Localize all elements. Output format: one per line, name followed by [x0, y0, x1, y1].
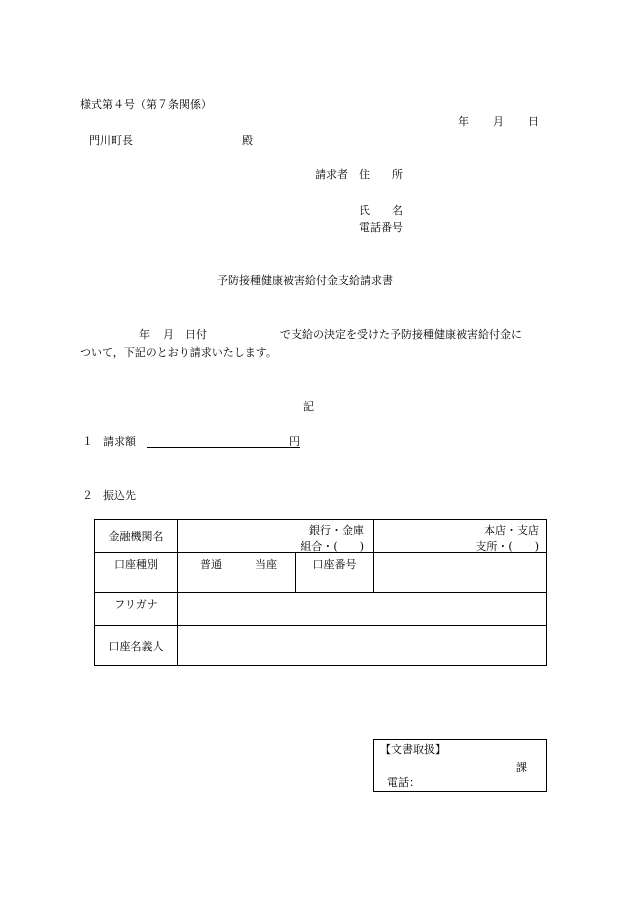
phone-label: 電話番号 [359, 221, 403, 234]
institution-row [95, 520, 547, 553]
account-number-field[interactable] [374, 553, 547, 593]
holder-field[interactable] [178, 626, 547, 666]
item2-label: 振込先 [103, 489, 136, 502]
account-type-options[interactable]: 普通 当座 [178, 553, 296, 593]
item2-number: ２ [82, 489, 93, 502]
holder-label: 口座名義人 [95, 626, 178, 666]
document-handler-box [373, 739, 547, 792]
handler-phone: 電話： [387, 776, 420, 789]
furigana-label: フリガナ [95, 593, 178, 626]
institution-field[interactable] [178, 520, 374, 553]
bank-type-line2: 組合・( ) [300, 540, 364, 553]
bank-type-line1: 銀行・金庫 [309, 524, 364, 537]
branch-line1: 本店・支店 [484, 524, 539, 537]
form-number: 様式第４号（第７条関係） [80, 98, 212, 111]
date-month-label: 月 [493, 115, 504, 128]
body-month: 月 [163, 328, 174, 341]
handler-section: 課 [516, 761, 527, 774]
account-type-label: 口座種別 [95, 553, 178, 593]
amount-field[interactable] [147, 447, 300, 448]
account-number-label: 口座番号 [296, 553, 374, 593]
holder-row [95, 626, 547, 666]
document-title: 予防接種健康被害給付金支給請求書 [217, 274, 393, 287]
furigana-row [95, 593, 547, 626]
body-year: 年 [139, 328, 150, 341]
institution-label: 金融機関名 [95, 520, 178, 553]
furigana-field[interactable] [178, 593, 547, 626]
date-day-label: 日 [528, 115, 539, 128]
body-day-ref: 日付 [185, 328, 207, 341]
branch-field[interactable] [374, 520, 547, 553]
bank-transfer-table [94, 519, 547, 666]
branch-line2: 支所・( ) [475, 540, 539, 553]
honorific: 殿 [242, 134, 253, 147]
account-row [95, 553, 547, 593]
handler-heading: 【文書取扱】 [380, 743, 446, 756]
date-year-label: 年 [458, 115, 469, 128]
item1-number: １ [82, 435, 93, 448]
item1-label: 請求額 [103, 435, 136, 448]
addressee: 門川町長 [89, 134, 133, 147]
ki-heading: 記 [303, 400, 314, 413]
name-label: 氏 名 [359, 204, 403, 217]
requester-label: 請求者 [315, 168, 348, 181]
body-line2: ついて，下記のとおり請求いたします。 [80, 346, 277, 359]
amount-unit: 円 [289, 435, 300, 448]
body-line1: で支給の決定を受けた予防接種健康被害給付金に [280, 328, 522, 341]
address-label: 住 所 [359, 168, 403, 181]
